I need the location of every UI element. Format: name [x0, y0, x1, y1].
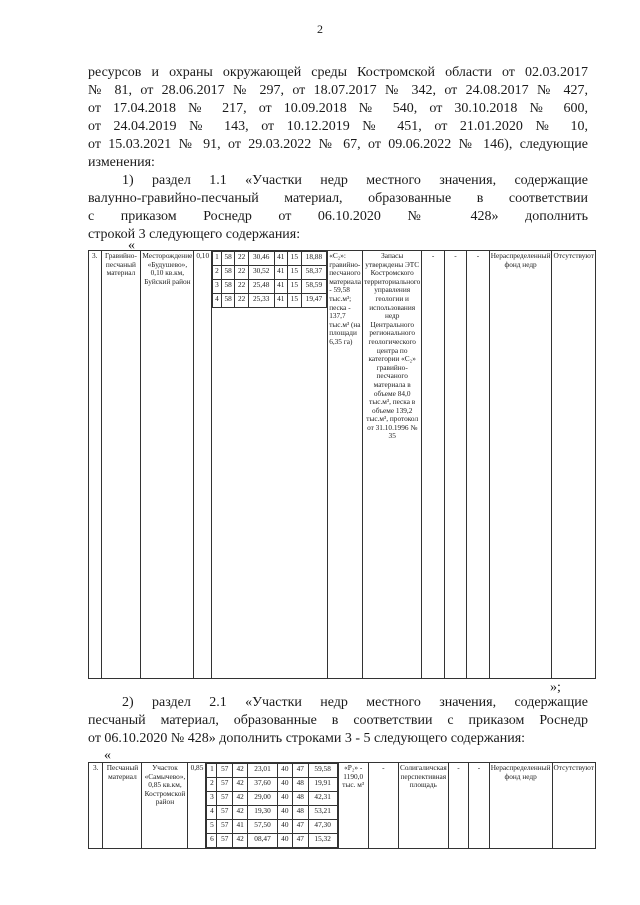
t1-dash-2: - [444, 251, 466, 679]
item2-line: от 06.10.2020 № 428» дополнить строками 3 - 5 следующего содержания: [88, 731, 526, 746]
coord-cell: 3 [213, 280, 222, 294]
coord-cell: 53,21 [308, 806, 337, 820]
item1-paragraph [88, 172, 588, 244]
t1-deposit: Месторождение «Будушево», 0,10 кв.км, Буйский район [141, 251, 194, 679]
coord-cell: 40 [277, 792, 292, 806]
item2-line: песчаный материал, образованные в соответствии с приказом Роснедр [88, 713, 588, 728]
coord-cell: 41 [274, 266, 288, 280]
coord-cell: 57 [217, 820, 232, 834]
coord-cell: 4 [207, 806, 217, 820]
coord-cell: 58,59 [301, 280, 327, 294]
intro-line: изменения: [88, 155, 155, 170]
coord-cell: 40 [277, 806, 292, 820]
coord-cell: 40 [277, 820, 292, 834]
open-quote-1: « [128, 238, 135, 253]
coord-cell: 58 [221, 252, 235, 266]
coord-row [213, 294, 327, 308]
coord-cell: 42 [232, 834, 247, 848]
coord-cell: 15,32 [308, 834, 337, 848]
coord-row [213, 252, 327, 266]
coord-row [207, 834, 337, 848]
t1-dash-3: - [467, 251, 489, 679]
coord-row [213, 280, 327, 294]
t1-reserves: «С₂»: гравийно-песчаного материала - 59,58 тыс.м³; песка - 137,7 тыс.м³ (на площади 6,35 га) [328, 251, 363, 679]
t2-deposit: Участок «Самычево», 0,85 кв.км, Костромской район [142, 763, 188, 849]
coord-cell: 30,52 [248, 266, 274, 280]
coord-cell: 58 [221, 266, 235, 280]
coord-cell: 47,30 [308, 820, 337, 834]
coord-cell: 3 [207, 792, 217, 806]
t2-dash-1: - [368, 763, 398, 849]
coord-cell: 47 [293, 834, 308, 848]
t2-area: 0,85 [188, 763, 206, 849]
item1-line: валунно-гравийно-песчаный материал, образованные в соответствии [88, 191, 588, 206]
coord-row [207, 764, 337, 778]
t1-area: 0,10 [194, 251, 212, 679]
intro-line: ресурсов и охраны окружающей среды Костромской области от 02.03.2017 [88, 65, 588, 80]
coord-cell: 57 [217, 764, 232, 778]
t2-material: Песчаный материал [103, 763, 142, 849]
coord-cell: 22 [235, 294, 249, 308]
coord-cell: 22 [235, 252, 249, 266]
coord-cell: 15 [288, 252, 302, 266]
t2-dash-2: - [448, 763, 469, 849]
t2-coords [206, 763, 337, 848]
coord-cell: 58,37 [301, 266, 327, 280]
coord-cell: 1 [207, 764, 217, 778]
coord-cell: 25,48 [248, 280, 274, 294]
coord-cell: 57 [217, 806, 232, 820]
coord-cell: 48 [293, 778, 308, 792]
coord-cell: 5 [207, 820, 217, 834]
coord-cell: 4 [213, 294, 222, 308]
t1-material: Гравийно-песчаный материал [101, 251, 141, 679]
coord-cell: 57 [217, 792, 232, 806]
coord-cell: 37,60 [248, 778, 277, 792]
coord-cell: 15 [288, 294, 302, 308]
coord-cell: 41 [274, 280, 288, 294]
coord-cell: 41 [232, 820, 247, 834]
coord-cell: 40 [277, 778, 292, 792]
coord-cell: 58 [221, 294, 235, 308]
coord-cell: 2 [207, 778, 217, 792]
t2-coords-cell [206, 763, 338, 849]
t2-dash-3: - [469, 763, 490, 849]
item2-line: 2) раздел 2.1 «Участки недр местного значения, содержащие [122, 695, 588, 710]
intro-line: от 17.04.2018 № 217, от 10.09.2018 № 540, от 30.10.2018 № 600, [88, 101, 588, 116]
coord-cell: 30,46 [248, 252, 274, 266]
coord-cell: 15 [288, 280, 302, 294]
t1-coords-cell [212, 251, 328, 679]
coord-cell: 48 [293, 806, 308, 820]
close-quote-1: »; [550, 680, 561, 695]
coord-cell: 57 [217, 778, 232, 792]
coord-cell: 42 [232, 806, 247, 820]
coord-cell: 29,00 [248, 792, 277, 806]
t2-num: 3. [89, 763, 103, 849]
t2-fund: Нераспределенный фонд недр [489, 763, 552, 849]
coord-cell: 57 [217, 834, 232, 848]
coord-cell: 6 [207, 834, 217, 848]
t2-reserves: «Р₂» - 1190,0 тыс. м³ [338, 763, 368, 849]
coord-cell: 19,30 [248, 806, 277, 820]
coord-cell: 58 [221, 280, 235, 294]
t1-fund: Нераспределенный фонд недр [489, 251, 552, 679]
coord-cell: 42 [232, 778, 247, 792]
coord-cell: 48 [293, 792, 308, 806]
t1-coords [212, 251, 327, 308]
coord-cell: 2 [213, 266, 222, 280]
page-number: 2 [317, 22, 323, 36]
table1 [88, 250, 596, 679]
intro-paragraph [88, 64, 588, 172]
coord-cell: 40 [277, 764, 292, 778]
coord-cell: 19,47 [301, 294, 327, 308]
item2-paragraph [88, 694, 588, 748]
t1-absent: Отсутствуют [552, 251, 596, 679]
t1-dash-1: - [422, 251, 444, 679]
coord-cell: 18,88 [301, 252, 327, 266]
coord-cell: 41 [274, 294, 288, 308]
t2-note: Солигаличская перспективная площадь [398, 763, 448, 849]
item1-line: с приказом Роснедр от 06.10.2020 № 428» дополнить [88, 209, 588, 224]
coord-cell: 08,47 [248, 834, 277, 848]
open-quote-2: « [104, 748, 111, 763]
table2 [88, 762, 596, 849]
coord-cell: 40 [277, 834, 292, 848]
coord-cell: 1 [213, 252, 222, 266]
coord-row [207, 792, 337, 806]
intro-line: от 15.03.2021 № 91, от 29.03.2022 № 67, от 09.06.2022 № 146), следующие [88, 137, 588, 152]
coord-cell: 22 [235, 280, 249, 294]
coord-cell: 42 [232, 764, 247, 778]
coord-row [207, 820, 337, 834]
intro-line: № 81, от 28.06.2017 № 297, от 18.07.2017 № 342, от 24.08.2017 № 427, [88, 83, 588, 98]
coord-cell: 41 [274, 252, 288, 266]
coord-row [207, 806, 337, 820]
item1-line: строкой 3 следующего содержания: [88, 227, 301, 242]
coord-row [207, 778, 337, 792]
coord-row [213, 266, 327, 280]
intro-line: от 24.04.2019 № 143, от 10.12.2019 № 451, от 21.01.2020 № 10, [88, 119, 588, 134]
coord-cell: 23,01 [248, 764, 277, 778]
t2-absent: Отсутствуют [552, 763, 595, 849]
coord-cell: 42 [232, 792, 247, 806]
coord-cell: 25,33 [248, 294, 274, 308]
t1-reserves-note: Запасы утверждены ЭТС Костромского территориального управления геологии и использования недр Центрального регионального геологического центра по категории «С₂» гравийно-песчаного материала в объеме 84,0 тыс.м³, песка в объеме 139,2 тыс.м³, протокол от 31.10.1996 № 35 [363, 251, 422, 679]
coord-cell: 59,58 [308, 764, 337, 778]
coord-cell: 42,31 [308, 792, 337, 806]
item1-line: 1) раздел 1.1 «Участки недр местного значения, содержащие [122, 173, 588, 188]
t1-num: 3. [89, 251, 102, 679]
coord-cell: 22 [235, 266, 249, 280]
coord-cell: 47 [293, 764, 308, 778]
coord-cell: 15 [288, 266, 302, 280]
coord-cell: 19,91 [308, 778, 337, 792]
coord-cell: 57,50 [248, 820, 277, 834]
coord-cell: 47 [293, 820, 308, 834]
